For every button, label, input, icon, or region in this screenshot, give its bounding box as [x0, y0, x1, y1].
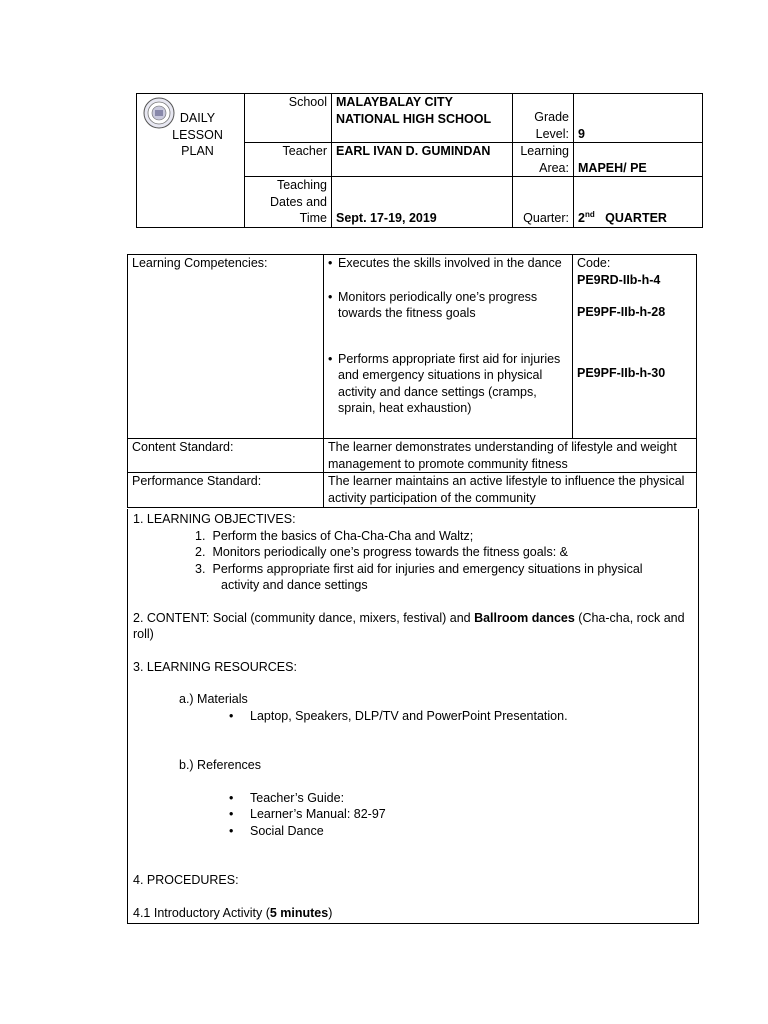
title-cell: [137, 94, 245, 228]
header-table: [136, 93, 703, 228]
objective-number: 3.: [195, 561, 206, 576]
intro-duration: 5 minutes: [269, 905, 329, 920]
area-label-line-2: Area:: [539, 160, 569, 175]
dates-label-line-1: Teaching: [276, 178, 327, 192]
area-label: [513, 143, 574, 177]
dates-label-line-3: Time: [299, 211, 327, 225]
doc-title-line-3: PLAN: [181, 144, 214, 158]
competency-item: • Executes the skills involved in the dance: [328, 255, 568, 272]
reference-item: • Learner’s Manual: 82-97: [133, 806, 693, 823]
content-standard-label: Content Standard:: [128, 439, 324, 473]
competency-table: [127, 254, 697, 508]
competencies-label: Learning Competencies:: [128, 255, 324, 439]
objective-item: [133, 544, 693, 561]
area-label-line-1: Learning: [520, 144, 569, 158]
competencies-list: [324, 255, 573, 439]
references-heading: b.) References: [179, 758, 261, 772]
objective-text: Monitors periodically one’s progress towards the fitness goals: &: [212, 545, 568, 559]
competency-code: PE9PF-IIb-h-30: [577, 365, 666, 380]
school-value: MALAYBALAY CITY NATIONAL HIGH SCHOOL: [332, 94, 513, 143]
quarter-value: [574, 177, 703, 228]
dates-label: [245, 177, 332, 228]
objective-text: Performs appropriate first aid for injuries and emergency situations in physical: [212, 561, 643, 576]
objectives-heading: 1. LEARNING OBJECTIVES:: [133, 512, 296, 526]
content-standard-value: The learner demonstrates understanding of lifestyle and weight management to promote community fitness: [324, 439, 697, 473]
area-value: MAPEH/ PE: [574, 143, 703, 177]
competency-item: • Monitors periodically one’s progress towards the fitness goals: [328, 289, 568, 322]
teacher-label: Teacher: [245, 143, 332, 177]
quarter-word: QUARTER: [605, 211, 667, 225]
quarter-number: 2: [578, 211, 585, 225]
dates-value: Sept. 17-19, 2019: [332, 177, 513, 228]
quarter-label: Quarter:: [513, 177, 574, 228]
performance-standard-label: Performance Standard:: [128, 473, 324, 508]
doc-title-line-2: LESSON: [172, 127, 223, 142]
competency-code: PE9RD-IIb-h-4: [577, 272, 661, 287]
objective-continuation: activity and dance settings: [221, 578, 368, 592]
procedures-heading: 4. PROCEDURES:: [133, 873, 239, 887]
objective-item: [133, 561, 693, 578]
lesson-body: [127, 509, 699, 924]
competency-item: • Performs appropriate first aid for injuries and emergency situations in physical activity and dance settings (cramps, sprain, heat exhaustion): [328, 351, 568, 417]
grade-label: [513, 94, 574, 143]
competency-codes: [573, 255, 697, 439]
reference-item: • Social Dance: [133, 823, 693, 840]
deped-seal-icon: [143, 97, 175, 129]
teacher-value: EARL IVAN D. GUMINDAN: [332, 143, 513, 177]
grade-value: 9: [574, 94, 703, 143]
content-text: 2. CONTENT: Social (community dance, mixers, festival) and: [133, 610, 475, 625]
code-label: Code:: [577, 256, 611, 270]
competency-code: PE9PF-IIb-h-28: [577, 305, 666, 319]
grade-label-line-2: Level:: [535, 126, 569, 141]
quarter-superscript: nd: [584, 209, 595, 219]
objective-item: [133, 528, 693, 545]
materials-heading: a.) Materials: [179, 692, 248, 706]
content-text-end: (Cha-cha, rock and roll): [133, 610, 685, 641]
grade-label-line-1: Grade: [534, 110, 569, 124]
reference-item: • Teacher’s Guide:: [133, 790, 693, 807]
doc-title-line-1: DAILY: [179, 111, 216, 125]
performance-standard-value: The learner maintains an active lifestyle to influence the physical activity participation of the community: [324, 473, 697, 508]
intro-activity: [133, 905, 693, 922]
material-item: • Laptop, Speakers, DLP/TV and PowerPoint Presentation.: [133, 708, 693, 725]
resources-heading: 3. LEARNING RESOURCES:: [133, 659, 297, 674]
objective-number: 2.: [195, 545, 206, 559]
objective-number: 1.: [195, 528, 206, 543]
content-section: [133, 610, 693, 643]
intro-text: 4.1 Introductory Activity (: [133, 905, 270, 920]
intro-text-end: ): [328, 905, 333, 920]
content-emphasis: Ballroom dances: [474, 610, 575, 625]
dates-label-line-2: Dates and: [270, 194, 327, 209]
objective-text: Perform the basics of Cha-Cha-Cha and Waltz;: [212, 528, 474, 543]
school-label: School: [245, 94, 332, 143]
